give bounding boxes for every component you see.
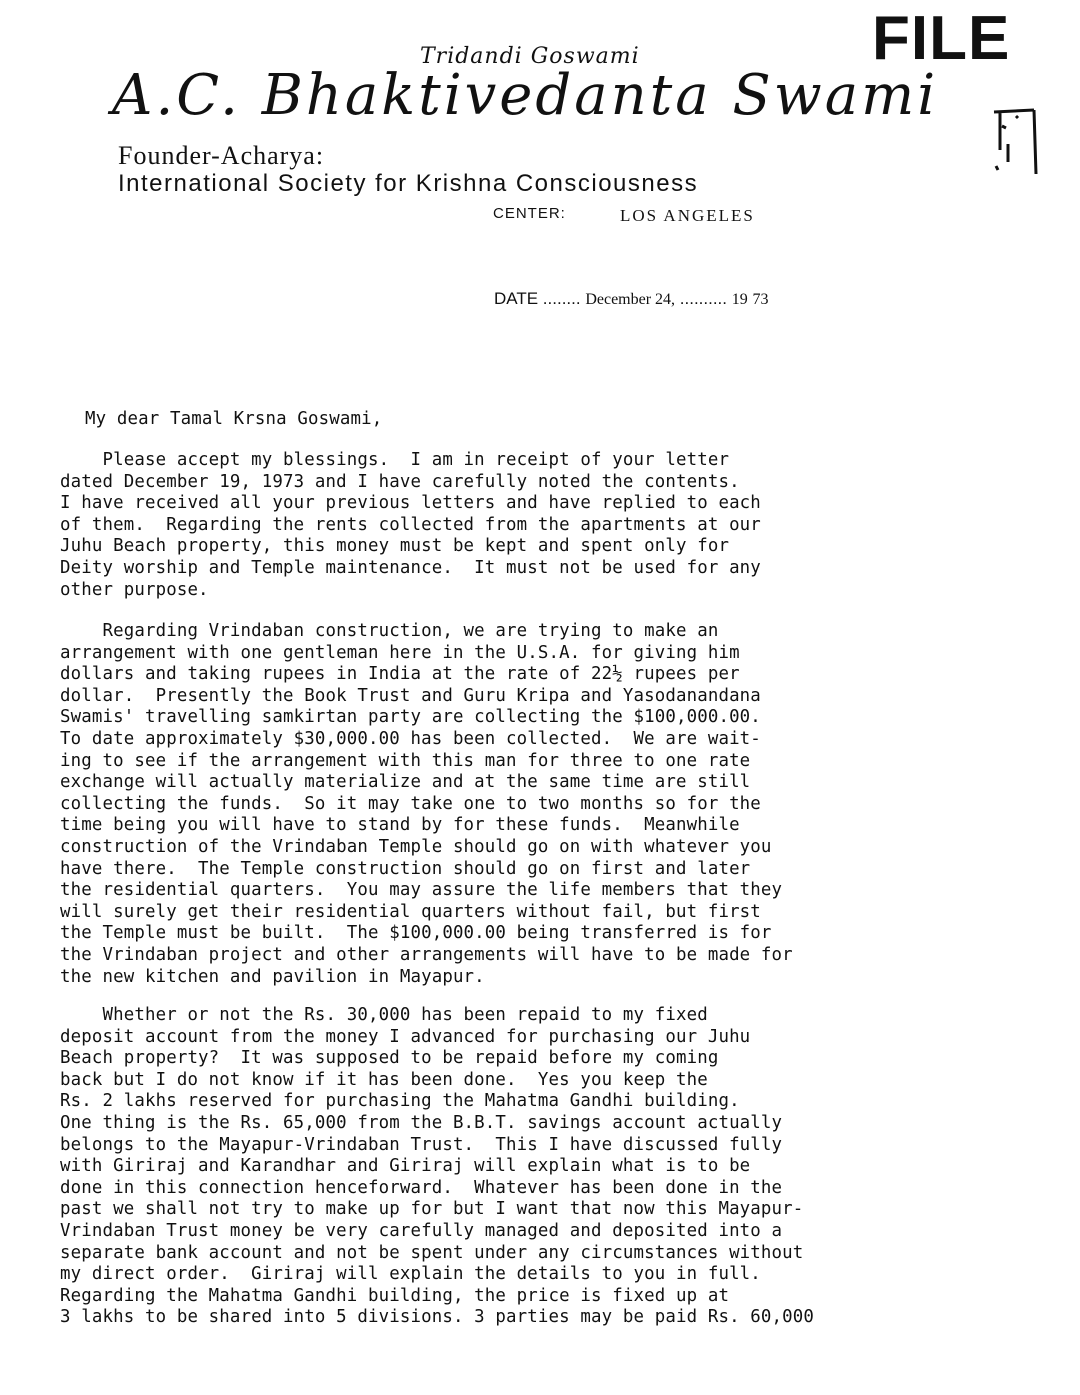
paragraph-line: past we shall not try to make up for but I want that now this Mayapur- xyxy=(60,1199,804,1220)
paragraph-line: the Temple must be built. The $100,000.00 being transferred is for xyxy=(60,923,772,944)
paragraph-line: separate bank account and not be spent under any circumstances without xyxy=(60,1242,804,1263)
paragraph-line: dollar. Presently the Book Trust and Guru Kripa and Yasodanandana xyxy=(60,685,761,706)
paragraph-line: Vrindaban Trust money be very carefully managed and deposited into a xyxy=(60,1220,783,1241)
paragraph-line: have there. The Temple construction should go on first and later xyxy=(60,858,751,879)
paragraph-line: exchange will actually materialize and at the same time are still xyxy=(60,772,751,793)
paragraph-line: ing to see if the arrangement with this man for three to one rate xyxy=(60,750,751,771)
paragraph-line: Deity worship and Temple maintenance. It must not be used for any xyxy=(60,557,761,578)
letterhead-founder: Founder-Acharya: xyxy=(118,141,325,170)
letterhead-society: International Society for Krishna Consciousness xyxy=(118,170,699,197)
paragraph-line: Rs. 2 lakhs reserved for purchasing the Mahatma Gandhi building. xyxy=(60,1091,740,1112)
paragraph-line: the Vrindaban project and other arrangements will have to be made for xyxy=(60,944,793,965)
paragraph-line: construction of the Vrindaban Temple should go on with whatever you xyxy=(60,836,772,857)
paragraph-line: time being you will have to stand by for these funds. Meanwhile xyxy=(60,815,740,836)
file-stamp: FILE xyxy=(872,4,1011,73)
paragraph-line: collecting the funds. So it may take one to two months so for the xyxy=(60,793,761,814)
paragraph-2 xyxy=(60,621,1060,988)
date-label: DATE xyxy=(494,289,539,308)
paragraph-3 xyxy=(60,1005,1060,1329)
paragraph-line: Beach property? It was supposed to be repaid before my coming xyxy=(60,1048,719,1069)
date-line: DATE ........ December 24, .......... 19 73 xyxy=(494,289,769,308)
paragraph-line: Regarding the Mahatma Gandhi building, the price is fixed up at xyxy=(60,1285,730,1306)
paragraph-line: dated December 19, 1973 and I have carefully noted the contents. xyxy=(60,471,740,492)
paragraph-line: done in this connection henceforward. Whatever has been done in the xyxy=(60,1177,783,1198)
paragraph-line: Juhu Beach property, this money must be kept and spent only for xyxy=(60,536,730,557)
paragraph-line: arrangement with one gentleman here in the U.S.A. for giving him xyxy=(60,642,740,663)
letterhead-name: A.C. Bhaktivedanta Swami xyxy=(112,63,939,128)
corner-mark-icon xyxy=(990,104,1040,179)
paragraph-line: deposit account from the money I advanced for purchasing our Juhu xyxy=(60,1026,751,1047)
paragraph-line: One thing is the Rs. 65,000 from the B.B.T. savings account actually xyxy=(60,1112,783,1133)
paragraph-line: 3 lakhs to be shared into 5 divisions. 3 parties may be paid Rs. 60,000 xyxy=(60,1307,815,1328)
center-label: CENTER: xyxy=(493,205,566,222)
paragraph-line: the residential quarters. You may assure the life members that they xyxy=(60,880,783,901)
paragraph-line: with Giriraj and Karandhar and Giriraj will explain what is to be xyxy=(60,1156,751,1177)
paragraph-line: To date approximately $30,000.00 has been collected. We are wait- xyxy=(60,728,761,749)
paragraph-line: will surely get their residential quarters without fail, but first xyxy=(60,901,761,922)
paragraph-line: Whether or not the Rs. 30,000 has been repaid to my fixed xyxy=(60,1005,708,1025)
date-value: December 24, xyxy=(585,291,676,308)
paragraph-line: my direct order. Giriraj will explain the details to you in full. xyxy=(60,1264,761,1285)
letterhead-tridandi: Tridandi Goswami xyxy=(420,44,640,69)
paragraph-line: Regarding Vrindaban construction, we are trying to make an xyxy=(60,621,719,641)
date-year-prefix: 19 xyxy=(731,291,748,308)
paragraph-line: the new kitchen and pavilion in Mayapur. xyxy=(60,966,485,987)
paragraph-line: I have received all your previous letters and have replied to each xyxy=(60,493,761,514)
salutation: My dear Tamal Krsna Goswami, xyxy=(85,409,383,429)
paragraph-line: Swamis' travelling samkirtan party are collecting the $100,000.00. xyxy=(60,707,761,728)
paragraph-1 xyxy=(60,450,1060,601)
paragraph-line: of them. Regarding the rents collected from the apartments at our xyxy=(60,514,761,535)
paragraph-line: other purpose. xyxy=(60,579,209,600)
paragraph-line: dollars and taking rupees in India at the rate of 22½ rupees per xyxy=(60,664,740,685)
paragraph-line: Please accept my blessings. I am in receipt of your letter xyxy=(60,450,730,470)
paragraph-line: belongs to the Mayapur-Vrindaban Trust. This I have discussed fully xyxy=(60,1134,783,1155)
paragraph-line: back but I do not know if it has been done. Yes you keep the xyxy=(60,1069,708,1090)
center-value: LOS ANGELES xyxy=(620,206,755,225)
date-year-suffix: 73 xyxy=(752,291,769,308)
